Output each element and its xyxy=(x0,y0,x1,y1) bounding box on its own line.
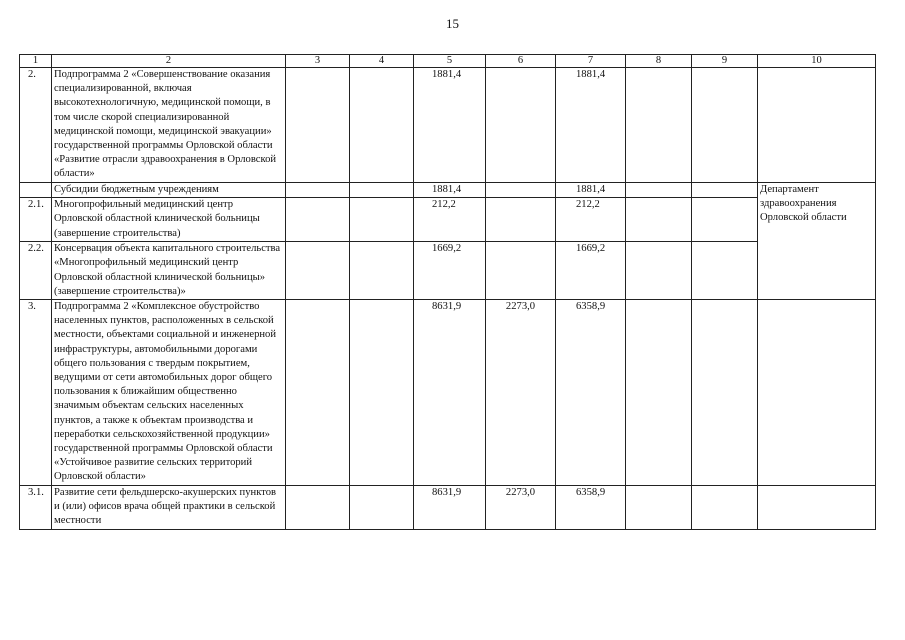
row-description: Субсидии бюджетным учреждениям xyxy=(52,183,286,198)
column-header: 3 xyxy=(286,55,350,68)
row-description: Развитие сети фельдшерско-акушерских пунктов и (или) офисов врача общей практики в сельской местности xyxy=(52,486,286,530)
cell-col5: 8631,9 xyxy=(414,486,486,530)
row-description: Подпрограмма 2 «Комплексное обустройство населенных пунктов, расположенных в сельской местности, объектами социальной и инженерной инфраструктуры, автомобильными дорогами общего пользования с твердым покрытием, ведущими от сети автомобильных дорог общего пользования к ближайшим общественно значимым объектам сельских населенных пунктов, а также к объектам производства и переработки сельскохозяйственной продукции» государственной программы Орловской области «Устойчивое развитие сельских территорий Орловской области» xyxy=(52,300,286,486)
cell-col5: 1881,4 xyxy=(414,183,486,198)
cell-col3 xyxy=(286,300,350,486)
cell-col4 xyxy=(350,486,414,530)
row-code: 2.2. xyxy=(20,242,52,300)
cell-col6 xyxy=(486,183,556,198)
cell-col6 xyxy=(486,68,556,183)
cell-col9 xyxy=(692,183,758,198)
cell-col3 xyxy=(286,198,350,242)
table-row xyxy=(20,183,876,198)
cell-col5: 1881,4 xyxy=(414,68,486,183)
cell-col6 xyxy=(486,198,556,242)
cell-col9 xyxy=(692,68,758,183)
cell-col4 xyxy=(350,198,414,242)
cell-col5: 8631,9 xyxy=(414,300,486,486)
cell-col5: 212,2 xyxy=(414,198,486,242)
cell-col8 xyxy=(626,198,692,242)
cell-col7: 1881,4 xyxy=(556,183,626,198)
column-header: 6 xyxy=(486,55,556,68)
cell-col7: 212,2 xyxy=(556,198,626,242)
column-header: 9 xyxy=(692,55,758,68)
cell-col10 xyxy=(758,68,876,183)
column-header: 10 xyxy=(758,55,876,68)
row-code: 2. xyxy=(20,68,52,183)
row-code: 2.1. xyxy=(20,198,52,242)
cell-col3 xyxy=(286,183,350,198)
cell-col5: 1669,2 xyxy=(414,242,486,300)
cell-col4 xyxy=(350,68,414,183)
cell-col6 xyxy=(486,242,556,300)
table-row xyxy=(20,242,876,300)
cell-col3 xyxy=(286,486,350,530)
cell-col7: 6358,9 xyxy=(556,300,626,486)
cell-col7: 1881,4 xyxy=(556,68,626,183)
cell-col3 xyxy=(286,68,350,183)
cell-col9 xyxy=(692,486,758,530)
cell-col3 xyxy=(286,242,350,300)
column-header: 5 xyxy=(414,55,486,68)
cell-col4 xyxy=(350,183,414,198)
cell-col8 xyxy=(626,68,692,183)
row-code: 3. xyxy=(20,300,52,486)
column-header: 2 xyxy=(52,55,286,68)
cell-col8 xyxy=(626,486,692,530)
cell-col10 xyxy=(758,486,876,530)
row-code xyxy=(20,183,52,198)
cell-col7: 1669,2 xyxy=(556,242,626,300)
table-row xyxy=(20,198,876,242)
cell-col8 xyxy=(626,183,692,198)
cell-col9 xyxy=(692,242,758,300)
row-description: Консервация объекта капитального строительства «Многопрофильный медицинский центр Орловской областной клинической больницы» (завершение строительства)» xyxy=(52,242,286,300)
cell-col7: 6358,9 xyxy=(556,486,626,530)
page-number: 15 xyxy=(446,16,459,31)
column-header: 1 xyxy=(20,55,52,68)
cell-col6: 2273,0 xyxy=(486,486,556,530)
cell-col9 xyxy=(692,300,758,486)
cell-col9 xyxy=(692,198,758,242)
cell-col10 xyxy=(758,300,876,486)
cell-col8 xyxy=(626,242,692,300)
cell-col8 xyxy=(626,300,692,486)
cell-col4 xyxy=(350,300,414,486)
row-code: 3.1. xyxy=(20,486,52,530)
cell-col4 xyxy=(350,242,414,300)
column-header: 8 xyxy=(626,55,692,68)
cell-col6: 2273,0 xyxy=(486,300,556,486)
responsible-department: Департамент здравоохранения Орловской области xyxy=(758,183,876,300)
column-header: 4 xyxy=(350,55,414,68)
table-row xyxy=(20,300,876,486)
column-header: 7 xyxy=(556,55,626,68)
budget-table xyxy=(19,54,876,530)
row-description: Многопрофильный медицинский центр Орловской областной клинической больницы (завершение строительства) xyxy=(52,198,286,242)
header-row xyxy=(20,55,876,68)
row-description: Подпрограмма 2 «Совершенствование оказания специализированной, включая высокотехнологичную, медицинской помощи, в том числе скорой специализированной медицинской помощи, медицинской эвакуации» государственной программы Орловской области «Развитие отрасли здравоохранения в Орловской области» xyxy=(52,68,286,183)
table-row xyxy=(20,68,876,183)
table-row xyxy=(20,486,876,530)
